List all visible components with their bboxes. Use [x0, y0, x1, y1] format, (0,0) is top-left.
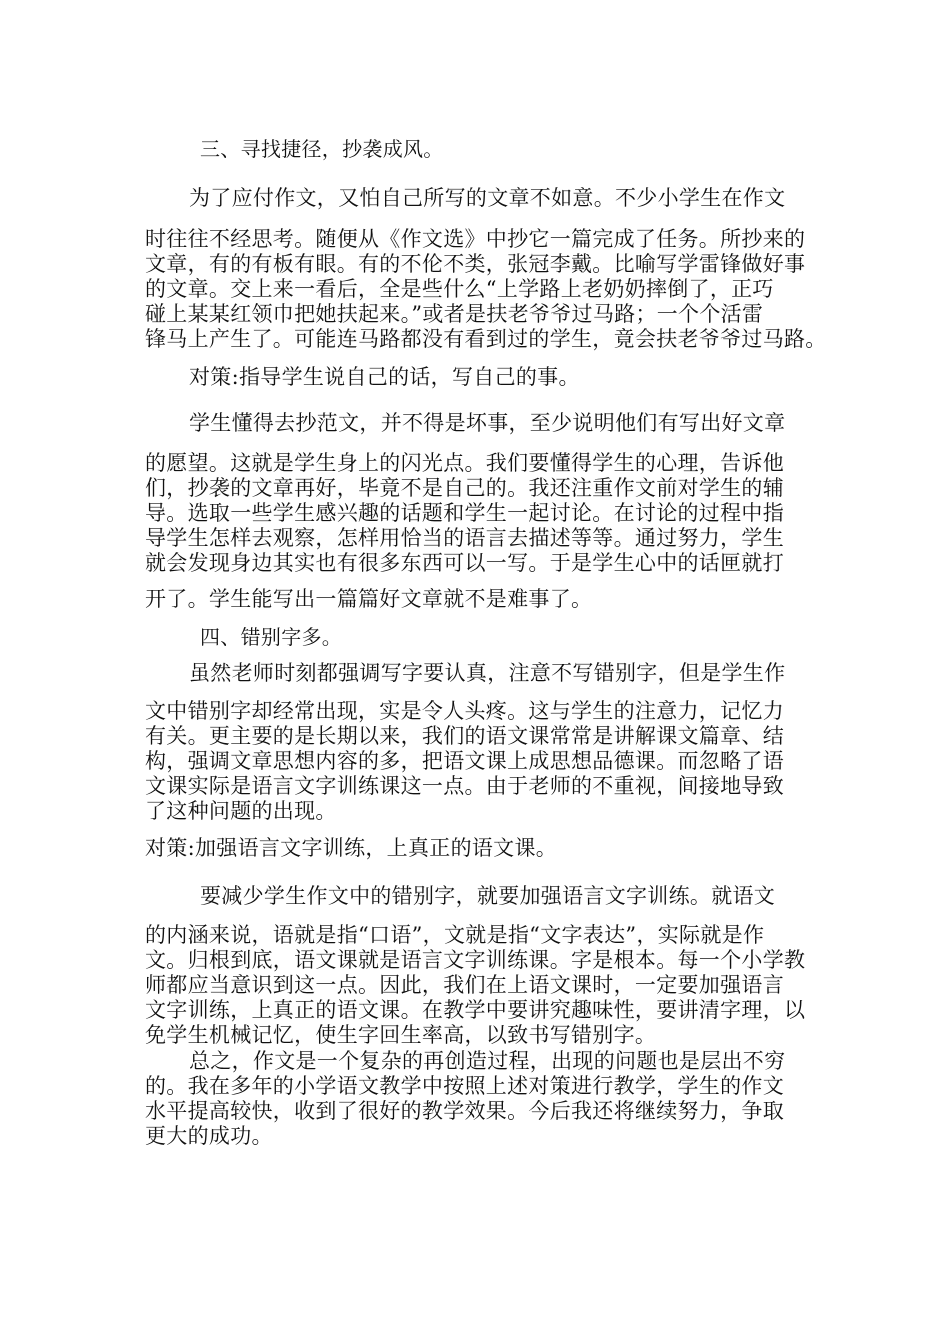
- paragraph-line: 构，强调文章思想内容的多，把语文课上成思想品德课。而忽略了语: [145, 749, 784, 773]
- paragraph-line: 了这种问题的出现。: [145, 799, 337, 823]
- strategy-heading: 对策:加强语言文字训练，上真正的语文课。: [145, 836, 558, 860]
- paragraph-line: 水平提高较快，收到了很好的教学效果。今后我还将继续努力，争取: [145, 1099, 784, 1123]
- strategy-heading: 对策:指导学生说自己的话，写自己的事。: [189, 365, 580, 389]
- paragraph-line: 的文章。交上来一看后，全是些什么“上学路上老奶奶摔倒了，正巧: [145, 277, 774, 301]
- paragraph-line: 开了。学生能写出一篇篇好文章就不是难事了。: [145, 587, 593, 611]
- section-heading-4: 四、错别字多。: [200, 625, 343, 649]
- paragraph-line: 就会发现身边其实也有很多东西可以一写。于是学生心中的话匣就打: [145, 551, 784, 575]
- paragraph-line: 要减少学生作文中的错别字，就要加强语言文字训练。就语文: [200, 884, 776, 908]
- paragraph-line: 的愿望。这就是学生身上的闪光点。我们要懂得学生的心理，告诉他: [145, 451, 784, 475]
- paragraph-line: 导。选取一些学生感兴趣的话题和学生一起讨论。在讨论的过程中指: [145, 501, 784, 525]
- paragraph-line: 文中错别字却经常出现，实是令人头疼。这与学生的注意力，记忆力: [145, 699, 784, 723]
- paragraph-line: 师都应当意识到这一点。因此，我们在上语文课时，一定要加强语言: [145, 973, 784, 997]
- paragraph-line: 总之，作文是一个复杂的再创造过程，出现的问题也是层出不穷: [189, 1049, 786, 1073]
- paragraph-line: 锋马上产生了。可能连马路都没有看到过的学生，竟会扶老爷爷过马路。: [145, 327, 827, 351]
- paragraph-line: 更大的成功。: [145, 1124, 273, 1148]
- section-heading-3: 三、寻找捷径，抄袭成风。: [200, 137, 444, 161]
- paragraph-line: 免学生机械记忆，使生字回生率高，以致书写错别字。: [145, 1023, 657, 1047]
- paragraph-line: 有关。更主要的是长期以来，我们的语文课常常是讲解课文篇章、结: [145, 724, 784, 748]
- paragraph-line: 导学生怎样去观察，怎样用恰当的语言去描述等等。通过努力，学生: [145, 526, 784, 550]
- paragraph-line: 文。归根到底，语文课就是语言文字训练课。字是根本。每一个小学教: [145, 948, 806, 972]
- paragraph-line: 碰上某某红领巾把她扶起来。”或者是扶老爷爷过马路；一个个活雷: [145, 302, 764, 326]
- paragraph-line: 学生懂得去抄范文，并不得是坏事，至少说明他们有写出好文章: [189, 411, 786, 435]
- paragraph-line: 文字训练，上真正的语文课。在教学中要讲究趣味性，要讲清字理，以: [145, 998, 806, 1022]
- paragraph-line: 的内涵来说，语就是指“口语”，文就是指“文字表达”，实际就是作: [145, 923, 765, 947]
- paragraph-line: 文章，有的有板有眼。有的不伦不类，张冠李戴。比喻写学雷锋做好事: [145, 252, 806, 276]
- paragraph-line: 虽然老师时刻都强调写字要认真，注意不写错别字，但是学生作: [189, 661, 786, 685]
- paragraph-line: 们，抄袭的文章再好，毕竟不是自己的。我还注重作文前对学生的辅: [145, 476, 784, 500]
- paragraph-line: 文课实际是语言文字训练课这一点。由于老师的不重视，间接地导致: [145, 774, 784, 798]
- paragraph-line: 时往往不经思考。随便从《作文选》中抄它一篇完成了任务。所抄来的: [145, 227, 806, 251]
- paragraph-line: 的。我在多年的小学语文教学中按照上述对策进行教学，学生的作文: [145, 1074, 784, 1098]
- paragraph-line: 为了应付作文，又怕自己所写的文章不如意。不少小学生在作文: [189, 186, 786, 210]
